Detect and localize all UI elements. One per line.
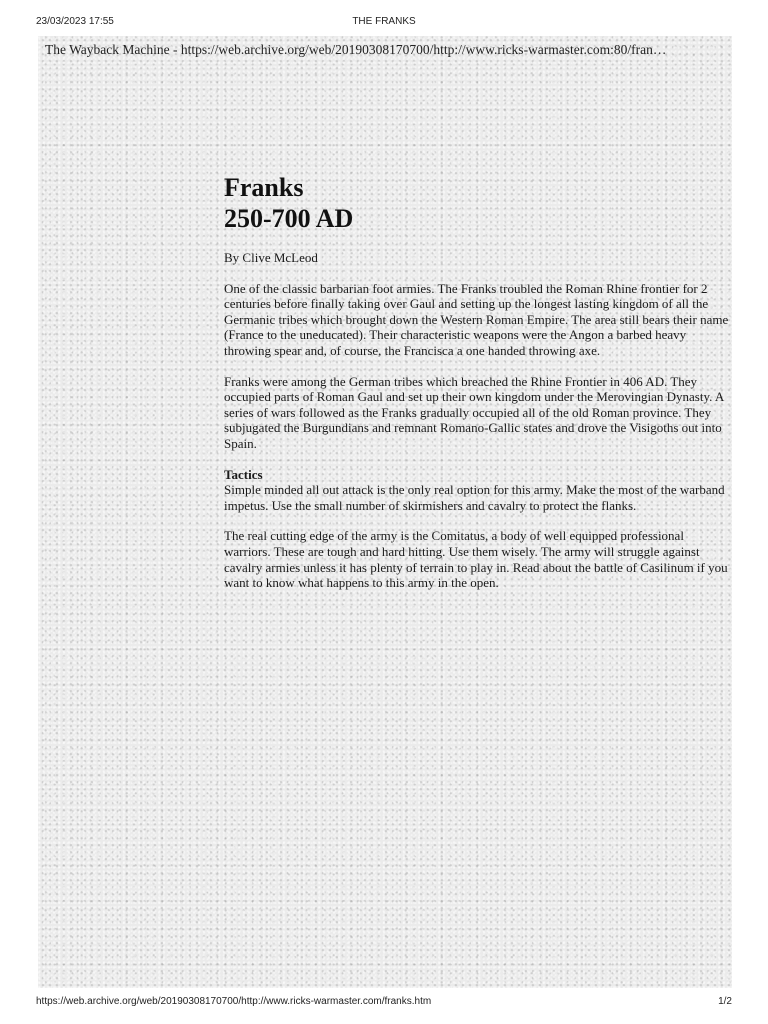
print-page-title: THE FRANKS [352,16,416,27]
print-datetime: 23/03/2023 17:55 [36,16,114,27]
wayback-banner[interactable]: The Wayback Machine - https://web.archive.org/web/20190308170700/http://www.ricks-warmaster.com:80/fran… [45,42,667,57]
print-page-number: 1/2 [718,996,732,1007]
article-content [224,172,730,606]
tactics-text: Simple minded all out attack is the only real option for this army. Make the most of the warband impetus. Use the small number of skirmishers and cavalry to protect the flanks. [224,482,725,513]
paragraph-history: Franks were among the German tribes which breached the Rhine Frontier in 406 AD. They occupied parts of Roman Gaul and set up their own kingdom under the Merovingian Dynasty. A series of wars followed as the Franks gradually occupied all of the old Roman province. They subjugated the Burgundians and remnant Romano-Gallic states and drove the Visigoths out into Spain. [224,373,724,451]
paragraph-comitatus: The real cutting edge of the army is the Comitatus, a body of well equipped professional warriors. These are tough and hard hitting. Use them wisely. The army will struggle against cavalry armies unless it has plenty of terrain to play in. Read about the battle of Casilinum if you want to know what happens to this army in the open. [224,528,728,591]
article-title-name: Franks [224,173,304,202]
print-url: https://web.archive.org/web/20190308170700/http://www.ricks-warmaster.com/franks.htm [36,996,432,1007]
tactics-heading: Tactics [224,466,263,482]
web-page-area [38,36,732,988]
article-byline: By Clive McLeod [224,250,318,265]
print-footer [0,994,768,1010]
tactics-section [224,467,730,514]
article-title-dates: 250-700 AD [224,204,354,233]
paragraph-intro: One of the classic barbarian foot armies. The Franks troubled the Roman Rhine frontier for 2 centuries before finally taking over Gaul and setting up the longest lasting kingdom of all the Germanic tribes which brought down the Western Roman Empire. The area still bears their name (France to the uneducated). Their characteristic weapons were the Angon a barbed heavy throwing spear and, of course, the Francisca a one handed throwing axe. [224,280,729,358]
article-title [224,172,730,234]
print-header [0,14,768,30]
